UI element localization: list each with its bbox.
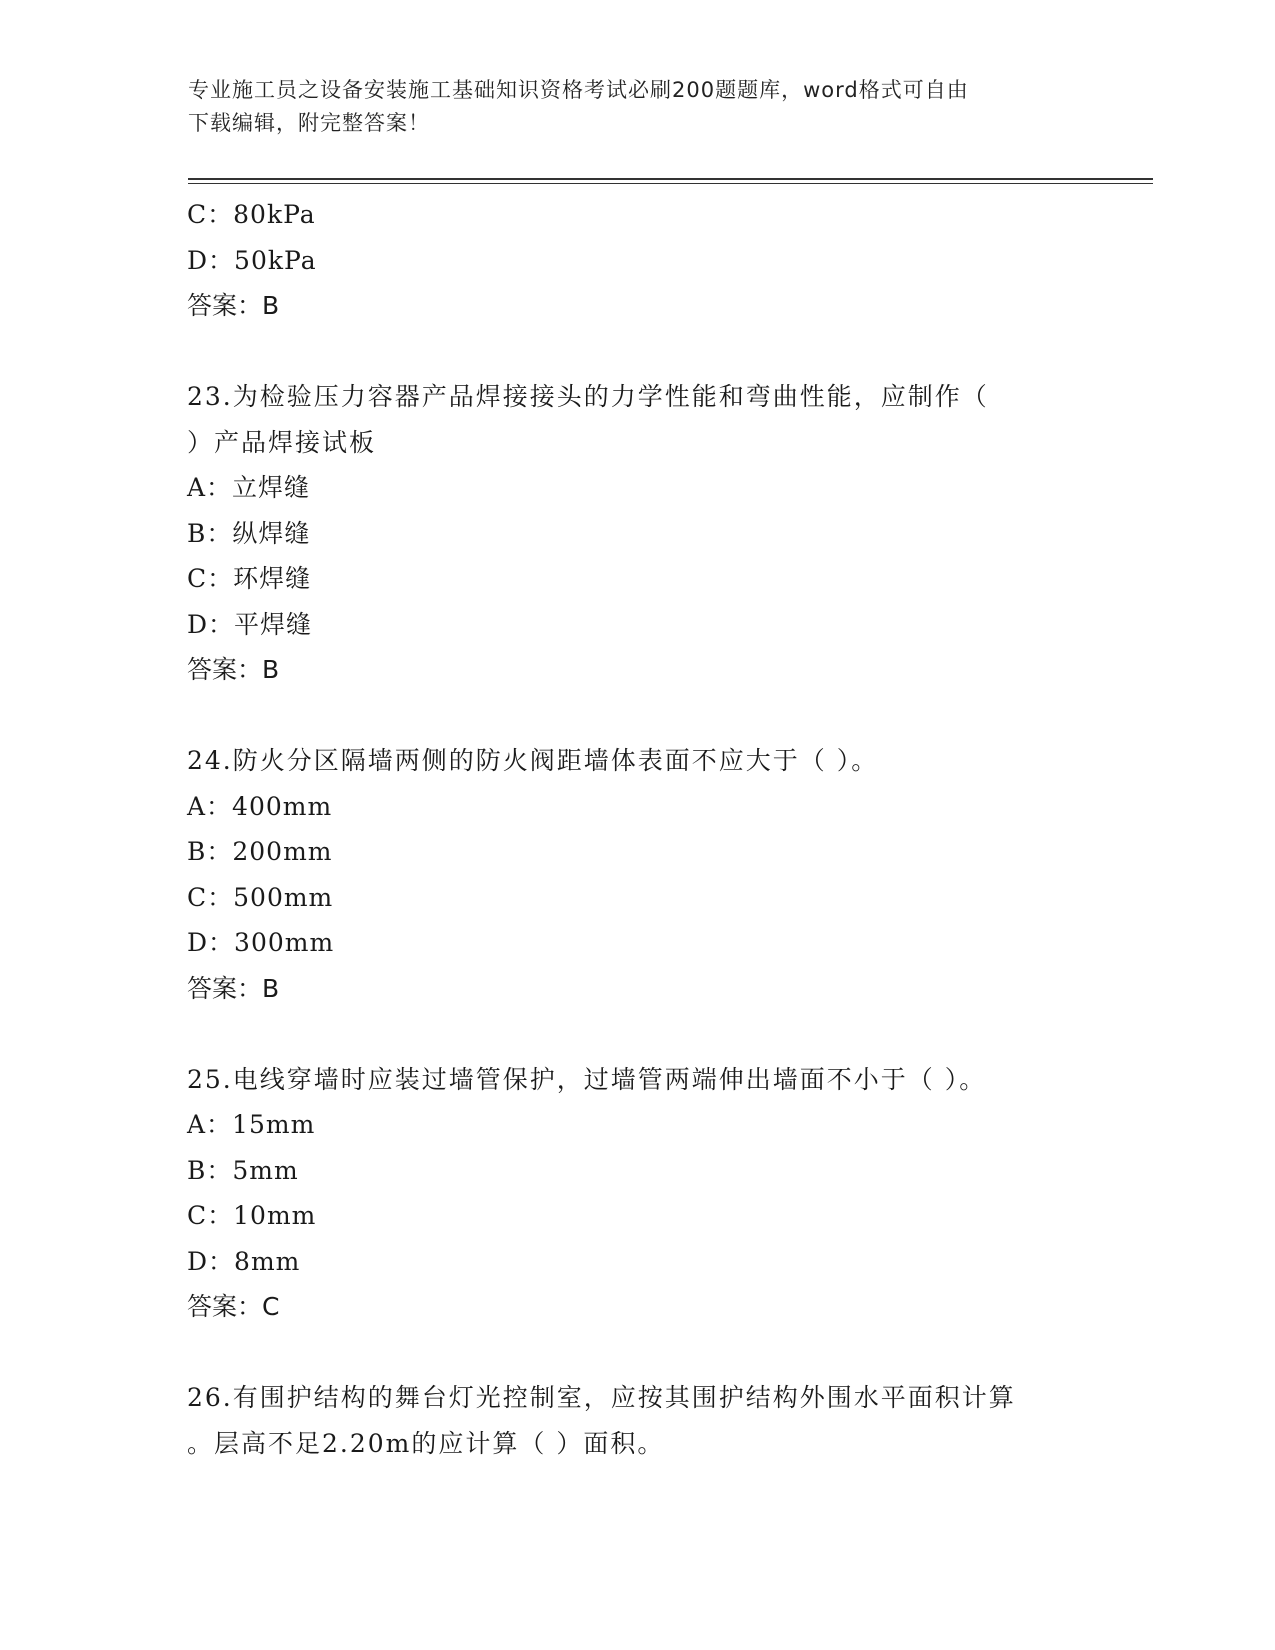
option-d: D：50kPa	[187, 245, 317, 275]
spacer	[187, 693, 1087, 739]
question-text: 26.有围护结构的舞台灯光控制室，应按其围护结构外围水平面积计算	[187, 1383, 1016, 1412]
question-list	[187, 192, 1087, 1466]
option-d: D：8mm	[187, 1246, 301, 1276]
question-23	[187, 374, 1087, 693]
answer-label: 答案：B	[187, 291, 280, 320]
header-divider-thick	[188, 178, 1153, 180]
answer-label: 答案：B	[187, 973, 280, 1003]
question-text: 25.电线穿墙时应装过墙管保护，过墙管两端伸出墙面不小于（ ）。	[187, 1064, 987, 1094]
option-d: D：300mm	[187, 928, 335, 957]
question-26	[187, 1375, 1087, 1466]
option-c: C：500mm	[187, 882, 334, 912]
question-24	[187, 738, 1087, 1011]
question-22-continuation	[187, 192, 1087, 329]
option-b: B：纵焊缝	[187, 518, 311, 548]
answer-label: 答案：B	[187, 655, 280, 684]
spacer	[187, 1011, 1087, 1057]
option-a: A：400mm	[187, 791, 333, 821]
question-text: 23.为检验压力容器产品焊接接头的力学性能和弯曲性能，应制作（	[187, 382, 989, 411]
option-b: B：200mm	[187, 837, 333, 866]
header-divider-thin	[188, 183, 1153, 184]
question-text: 24.防火分区隔墙两侧的防火阀距墙体表面不应大于（ ）。	[187, 746, 879, 775]
spacer	[187, 1330, 1087, 1376]
option-c: C：环焊缝	[187, 564, 312, 593]
question-text-continued: 。层高不足2.20m的应计算（ ）面积。	[187, 1428, 665, 1458]
document-header	[188, 74, 1088, 140]
question-25	[187, 1057, 1087, 1330]
option-d: D：平焊缝	[187, 609, 313, 639]
question-text-continued: ）产品焊接试板	[187, 427, 377, 457]
option-a: A：15mm	[187, 1110, 316, 1139]
spacer	[187, 329, 1087, 375]
option-c: C：10mm	[187, 1201, 317, 1230]
header-title-line-2: 下载编辑，附完整答案！	[188, 111, 430, 135]
header-title-line-1: 专业施工员之设备安装施工基础知识资格考试必刷200题题库，word格式可自由	[188, 78, 969, 102]
option-c: C：80kPa	[187, 200, 316, 229]
option-a: A：立焊缝	[187, 473, 311, 502]
option-b: B：5mm	[187, 1155, 299, 1185]
answer-label: 答案：C	[187, 1292, 280, 1321]
